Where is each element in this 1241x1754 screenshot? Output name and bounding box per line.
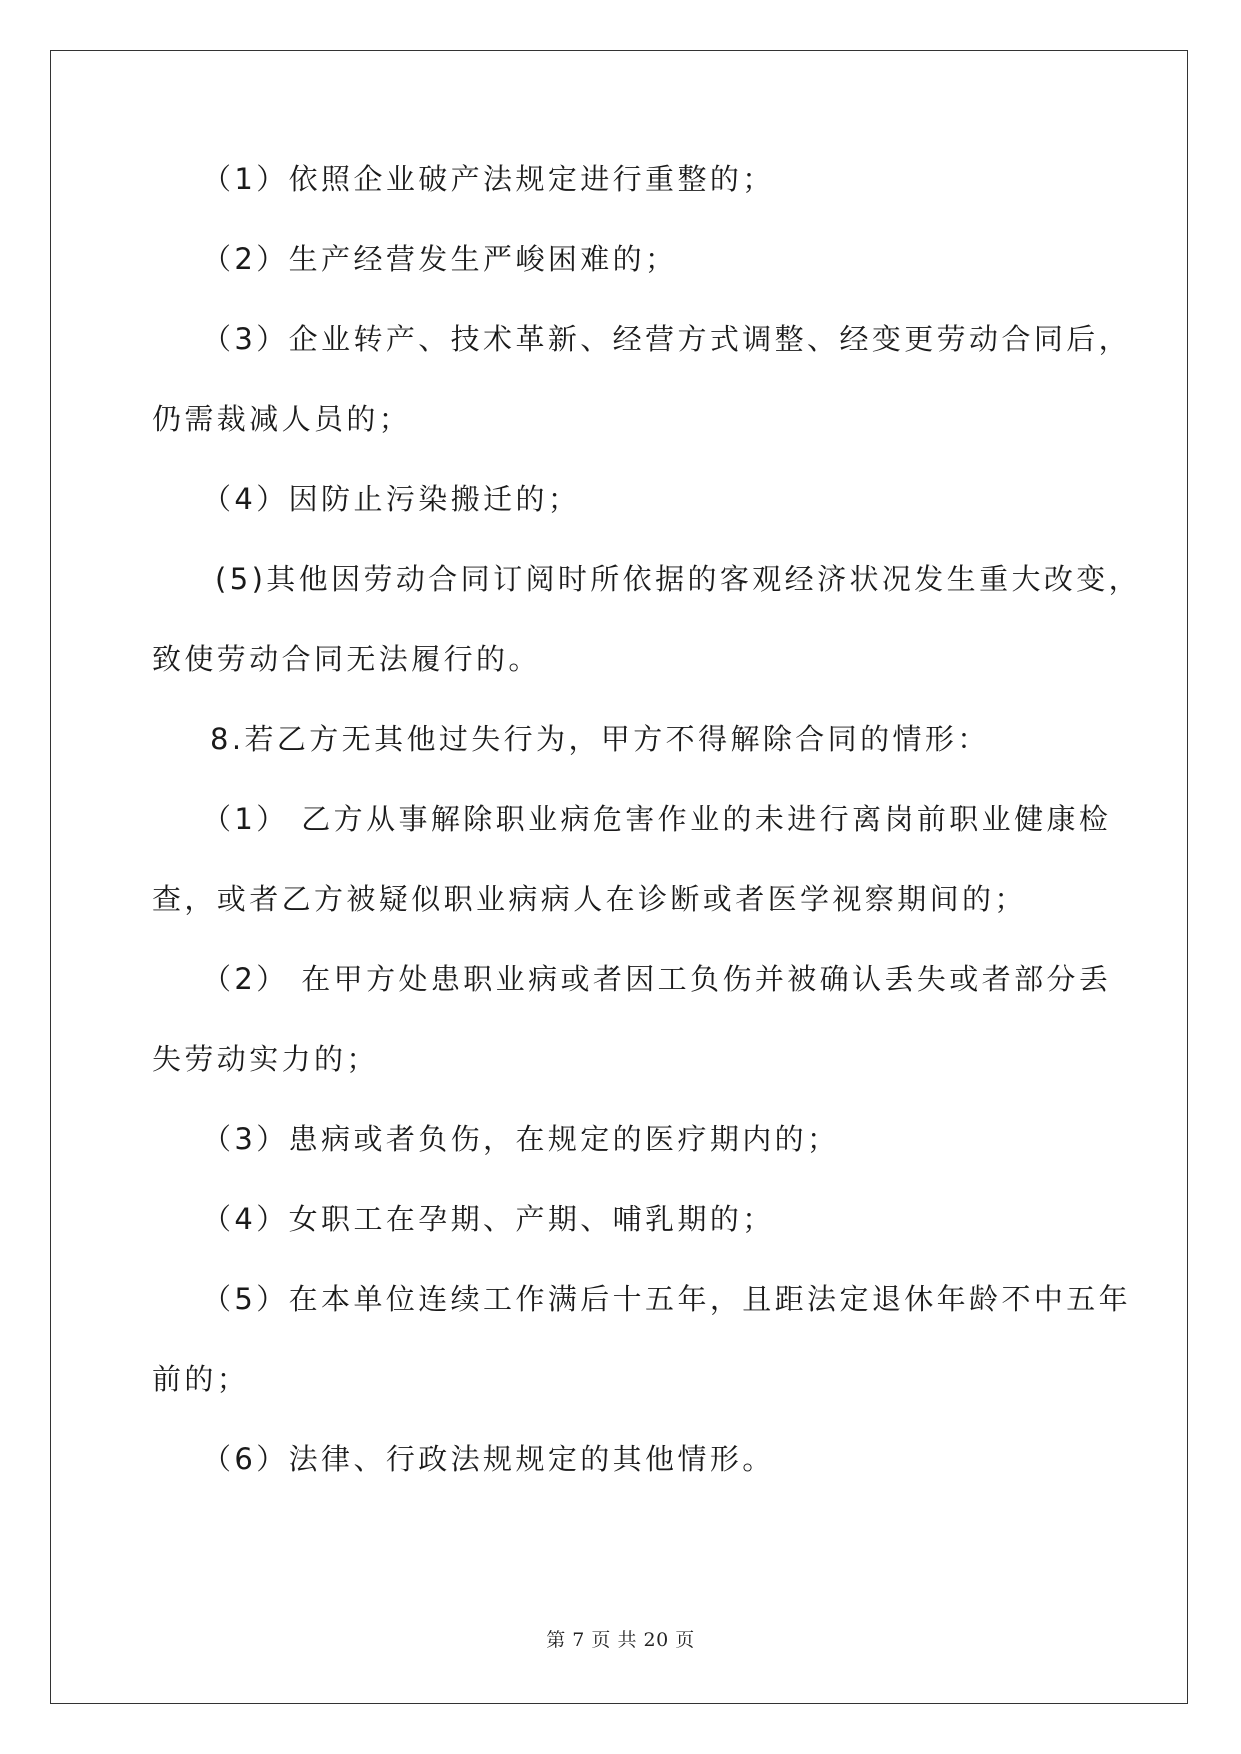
paragraph-line: （1）依照企业破产法规定进行重整的； (202, 162, 775, 196)
paragraph-line: (5)其他因劳动合同订阅时所依据的客观经济状况发生重大改变， (215, 562, 1142, 596)
paragraph-line: （3）患病或者负伤，在规定的医疗期内的； (202, 1122, 840, 1156)
page-number-footer: 第 7 页 共 20 页 (546, 1629, 695, 1651)
paragraph-line: 前的； (152, 1362, 250, 1396)
paragraph-line: 失劳动实力的； (152, 1042, 379, 1076)
paragraph-line: 查，或者乙方被疑似职业病病人在诊断或者医学视察期间的； (152, 882, 1027, 916)
paragraph-line: （1） 乙方从事解除职业病危害作业的未进行离岗前职业健康检 (202, 802, 1112, 836)
paragraph-line: （2） 在甲方处患职业病或者因工负伤并被确认丢失或者部分丢 (202, 962, 1112, 996)
paragraph-line: （4）因防止污染搬迁的； (202, 482, 581, 516)
paragraph-line: （5）在本单位连续工作满后十五年，且距法定退休年龄不中五年 (202, 1282, 1132, 1316)
paragraph-line: （4）女职工在孕期、产期、哺乳期的； (202, 1202, 775, 1236)
paragraph-line: （6）法律、行政法规规定的其他情形。 (202, 1442, 775, 1476)
section-heading: 8.若乙方无其他过失行为，甲方不得解除合同的情形： (210, 722, 990, 756)
paragraph-line: 仍需裁减人员的； (152, 402, 412, 436)
paragraph-line: （2）生产经营发生严峻困难的； (202, 242, 678, 276)
paragraph-line: （3）企业转产、技术革新、经营方式调整、经变更劳动合同后， (202, 322, 1132, 356)
paragraph-line: 致使劳动合同无法履行的。 (152, 642, 541, 676)
